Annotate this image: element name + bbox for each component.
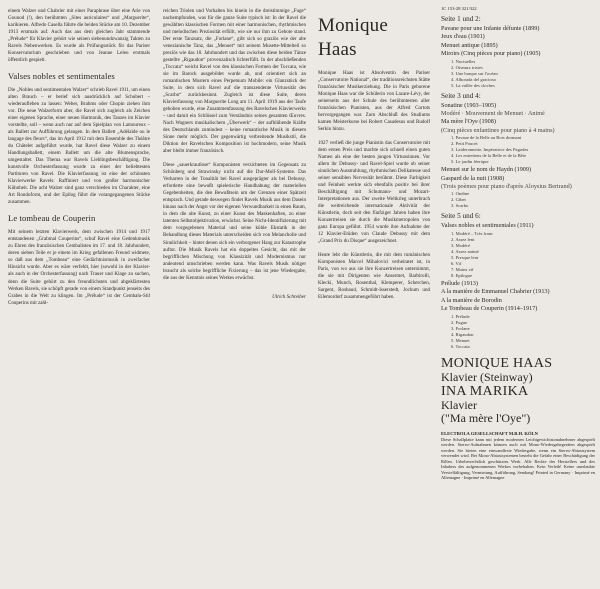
work-item: Menuet sur le nom de Haydn (1909) <box>441 166 532 174</box>
work-item: A la manière de Borodin <box>441 296 502 304</box>
author-signature: Ulrich Schreiber <box>272 293 306 300</box>
work-item: Pavane pour une Infante défunte (1899) <box>441 25 540 32</box>
notes-column-1 <box>8 8 150 314</box>
work-item: Ma mère l'Oye (1908) <box>441 118 496 126</box>
tracklist-column <box>441 6 595 481</box>
sonatine-movements: Modéré · Mouvement de Menuet · Animé <box>441 110 545 118</box>
fine-print: Diese Schallplatte kann mit jedem modernen Leichtgewichtstonabnehmer abgespielt werden. Stereo-Aufnahmen können auch mit Mono-Wiedergabegeräten abgespielt werden. Sie bieten eine einwandfreie Wiedergabe, wenn ein Stereo-Abtastsystem verwendet wird. Bei Mono-Abtastsystemen besteht die Gefahr einer Beschädigung der Rillen. Urheberrechtlich geschütztes Werk. Alle Rechte des Herstellers und des Inhabers des aufgenommenen Werkes vorbehalten. Kein Verleih! Keine unerlaubte Vervielfältigung, Vermietung, Aufführung, Sendung! Printed in Germany · Imprimé en Allemagne · Imprimé en Allemagne <box>441 436 595 480</box>
work-item: Menuet antique (1895) <box>441 41 498 49</box>
work-item: Valses nobles et sentimentales (1911) <box>441 222 534 230</box>
work-item: Sonatine (1903–1905) <box>441 101 497 109</box>
valses-paragraph: Die „Nobles und sentimentalen Walzer“ schrieb Ravel 1911, um einen alten Brauch – er berief sich ausdrücklich auf Schubert – wiederaufleben zu lassen: Weber, Brahms oder Chopin ziehen ihm vor. Die neue Walzerform aber, die Ravel sich zugleich als Zeichen einer eigenen Sprache, einer neuen Harmonik, des Tanzes im Klavier vorstellte, soll – wenn auch nur auf dem Spielplan von Lamoureux – als Ballett zur Aufführung gelangen. In dem Ballett „Adélaïde ou le langage des fleurs“, das im April 1912 mit dem Ensemble des Théâtre du Châtelet aufgeführt wurde, hat Ravel diese Walzer zu einem Handlungsballett, einem Ballett um die alte Blumensprache, umgestaltet. Das Thema war Ravels Lieblingsbeschäftigung. Die kunstvolle Orchesterfassung wurde zu einer der beliebtesten Partituren von Ravel. Die Klavierfassung ist eine der schönsten Klavierwerke Ravels: Raffiniert und von großer harmonischer Kühnheit. Die acht Walzer sind ganz verschieden im Charakter, eine Art Rondoform, und der Epilog führt die vorangegangenen Stücke zusammen. <box>8 87 150 206</box>
work-item: Le Tombeau de Couperin (1914–1917) <box>441 305 538 313</box>
section-title-valses: Valses nobles et sentimentales <box>8 71 115 82</box>
movement-list: 1. Noctuelles 2. Oiseaux tristes 3. Une barque sur l'océan 4. Alborada del gracioso 5. La vallée des cloches <box>451 58 498 88</box>
analysis-paragraph-2: Diese „sauerkrautlose“ Komponisten verzichteten im Gegensatz zu Schönberg und Strawinsky nicht auf die Dur-Moll-Systeme. Das Verharren in der Tonalität bei Ravel ausgeprägter als bei Debussy, erforderte eine bewußt spielerische Handhabung der materiellen Gegebenheiten, die den Bewußtsein um der Grenzen einer Spätzeit entsprach. Und gerade deswegen findet Ravels Musik aus dem Dasein hinaus nach der Angst vor der eigenen Verwundbarkeit in einen Raum, in dem die alte Kunst, zu einer Kunst des Maskenhaften, zu einer latenten Selbstobjektivation, erwächst. Seine Nicht-Identifizierung mit dem vorgegebenen Material und seine kühle Ekstatik in der Behandlung dieses Materials unterscheiden sich von Melancholie und Sinnlichkeit – hinter denen sich ein verborgener Hang zur Katastrophe auftut. Die Musik Ravels hat ein doppeltes Gesicht, das mit der begrifflichen Mischung von Klassizität und Modernismus nur andeutend umschrieben werden kann. Was Ravels Musik nötiger braucht als solche begriffliche Fixierung – das ist jene Wiedergabe, die aus der Kenntnis seines Werkes erwächst. <box>163 162 306 281</box>
side-heading-5: Seite 5 und 6: <box>441 212 481 221</box>
work-subtitle: (Cinq pièces enfantines pour piano à 4 mains) <box>441 126 555 134</box>
movement-list: 1. Modéré – Très franc 2. Assez lent 3. Modéré 4. Assez animé 5. Presque lent 6. Vif 7. Moins vif 8. Epilogue <box>451 230 493 278</box>
analysis-paragraph-1: reichen Triolen und Vorhalten bis hinein in die dreistimmige „Fuge“ nachempfunden, was für die ganze Suite typisch ist: In der Ravel die gewählten klassischen Formen mit einer harmonischen, rhythmischen und melodischen Preziosität erfüllt, wie sie nur ihm zu Gebote stand. Der erste Tanzsatz, die „Forlane“, gibt sich so graziös wie der alte venezianische Tanz, das „Menuet“ mit seinem Musette-Mittelteil so preziös wie das 18. Jahrhundert und das zwischen diese beiden Tänze gestellte „Rigaudon“ provenzalisch lichterfüllt. In der abschließenden „Toccata“ weicht Ravel von den klassischen Formen der Toccata, wie sie im Barock ausgebildet wurde ab, und orientiert sich an romantischen Mustern eines Perpetuum Mobile: ein Glanzstück der Suite, in dem sich Ravel auf die transzendente Virtuosität des „Scarbo“ zurückbesinnt. Zugleich ist diese Suite, deren Klavierfassung von Marguerite Long am 11. April 1919 aus der Taufe gehoben wurde, eine Zusammenfassung des Ravelschen Klavierwerks – und damit ein Schlüssel zum Verständnis seines gesamten Œuvres. Nach Wagners musikalischem „Überwerk“ – der aufblühende Kräfte des Deutschlands zumindest – keine romantische Musik in diesem Sinne mehr möglich. Der gegenwärtig verbreitende Musikstil, die Diktion der Ravelschen Komposition ist hochmodern, seine Musik aber bleibt immer französisch. <box>163 8 306 155</box>
performer-instrument: Klavier <box>441 397 477 412</box>
movement-list: 1. Pavane de la Belle au Bois dormant 2. Petit Poucet 3. Laideronnette, Impératrice des Pagodes 4. Les entretiens de la Belle et de la Bête 5. Le jardin féerique <box>451 135 529 165</box>
tombeau-paragraph: Mit seinem letzten Klavierwerk, dem zwischen 1914 und 1917 entstandenen „Grabmal Couperins“, schuf Ravel eine Gedenkmusik zu Ehren des französischen Cembalisten im 17. und 18. Jahrhundert, deren sieben Teile er je einem im Krieg gefallenen Freund widmete, so daß aus dem „Tombeau“ eine Gedächtnismusik in zweifacher Hinsicht wurde. Aber es wäre verfehlt, hier (sowohl in der Klavier- als auch in der Orchesterfassung) nach Trauer und Klage zu suchen, denn die Suite gehört zu den freundlichsten und abgeklärtesten Werken Ravels, sie schöpft gerade von einem Standpunkt jenseits des Grabes in die Welt zu klingen. Im „Prélude“ ist der Cembalo-Stil Couperins mit zahl- <box>8 229 150 306</box>
performer-instrument: Klavier (Steinway) <box>441 369 533 384</box>
side-heading-3: Seite 3 und 4: <box>441 91 481 100</box>
movement-list: 1. Ondine 2. Gibet 3. Scarbo <box>451 191 470 209</box>
bio-paragraph-1: Monique Haas ist Absolventin des Pariser „Conservatoire National“, der traditionsreichsten Stätte französischer Musikerziehung. Die in Paris geborene Monique Haas war die Schülerin von Lazare-Lévy, der seinerseits aus der Schule des berühmtesten aller französischen Pianisten, aus der Alfred Cortots hervorgegangen war. Zum Abschluß des Studiums kamen Meisterkurse bei Robert Casadesus und Rudolf Serkin hinzu. <box>318 70 430 133</box>
catalog-number: 1C 153-28 321/322 <box>441 6 477 11</box>
work-item: A la manière de Emmanuel Chabrier (1913) <box>441 288 550 296</box>
record-label: ELECTROLA GESELLSCHAFT M.B.H. KÖLN <box>441 430 538 436</box>
work-item: Miroirs (Cinq pièces pour piano) (1905) <box>441 50 541 58</box>
intro-paragraph: einem Walzer und Chabrier mit einer Paraphrase über eine Arie von Gounod (!), den berühmten „Sites auriculaires“ und „Marguerite“, karikieren. Alfredo Casella führte die beiden Stücke am 10. Dezember 1913 erstmals auf. Auch das aus dem gleichen Jahr stammende „Prélude“ für Klavier gehört wie seinen siebenundzwanzig Takten zu Ravels Nebenwerken. Es wurde als Prüfungsstück für das Pariser Konservatorium geschrieben und von Jeanne Leleu erstmals öffentlich gespielt. <box>8 8 150 64</box>
side-heading-1: Seite 1 und 2: <box>441 15 481 23</box>
biography-column <box>318 8 430 308</box>
section-title-tombeau: Le tombeau de Couperin <box>8 213 96 224</box>
performer-name: MONIQUE HAAS <box>441 355 553 371</box>
notes-column-2 <box>163 8 306 301</box>
performer-block <box>441 356 595 425</box>
work-item: Jeux d'eau (1901) <box>441 33 485 41</box>
work-subtitle: (Trois poèmes pour piano d'après Aloysius Bertrand) <box>441 183 572 191</box>
performer-work: ("Ma mère l'Oye") <box>441 410 531 425</box>
artist-heading: Monique Haas <box>318 15 389 60</box>
performer-name: INA MARIKA <box>441 383 529 399</box>
movement-list: 1. Prélude 2. Fugue 3. Forlane 4. Rigaudon 5. Menuet 6. Toccata <box>451 313 474 349</box>
work-item: Gaspard de la nuit (1908) <box>441 174 505 182</box>
bio-paragraph-3: Heute lebt die Künstlerin, die mit dem rumänischen Komponisten Marcel Mihalovici verheiratet ist, in Paris, von wo aus sie ihre Konzertreisen unternimmt, die sie mit Dirigenten wie Ansermet, Barbirolli, Klecki, Munch, Rosenthal, Klemperer, Scherchen, Sargent, Rosbaud, Schmidt-Isserstedt, Jochum und Eilemordorf zusammengeführt haben. <box>318 252 430 301</box>
bio-paragraph-2: 1927 verließ die junge Pianistin das Conservatoire mit dem ersten Preis und machte sich schnell einen guten Namen als eine der besten jungen Virtuosinnen. Vor allem ihr Debussy- und Ravel-Spiel wurde ob seiner sinnlichen Ausstrahlung, rhythmischen Delikatesse und seiner sensiblen Nervosität berühmt. Diese Farbigkeit und Feinheit werkte sich ebenfalls positiv bei ihrer Beschäftigung mit Schumann- und Mozart-Interpretationen aus. Der zweite Weltkrieg unterbrach die weitreichende internationale Aktivität der Künstlerin, doch seit den fünfziger Jahren haben ihre Konzertreisen sie durch die Musikmetropolen von ganz Europa geführt. 1954 wurde ihre Aufnahme der 12 Klavier-Etüden von Claude Debussy mit dem „Grand Prix du Disque“ ausgezeichnet. <box>318 140 430 245</box>
work-item: Prélude (1913) <box>441 279 478 287</box>
